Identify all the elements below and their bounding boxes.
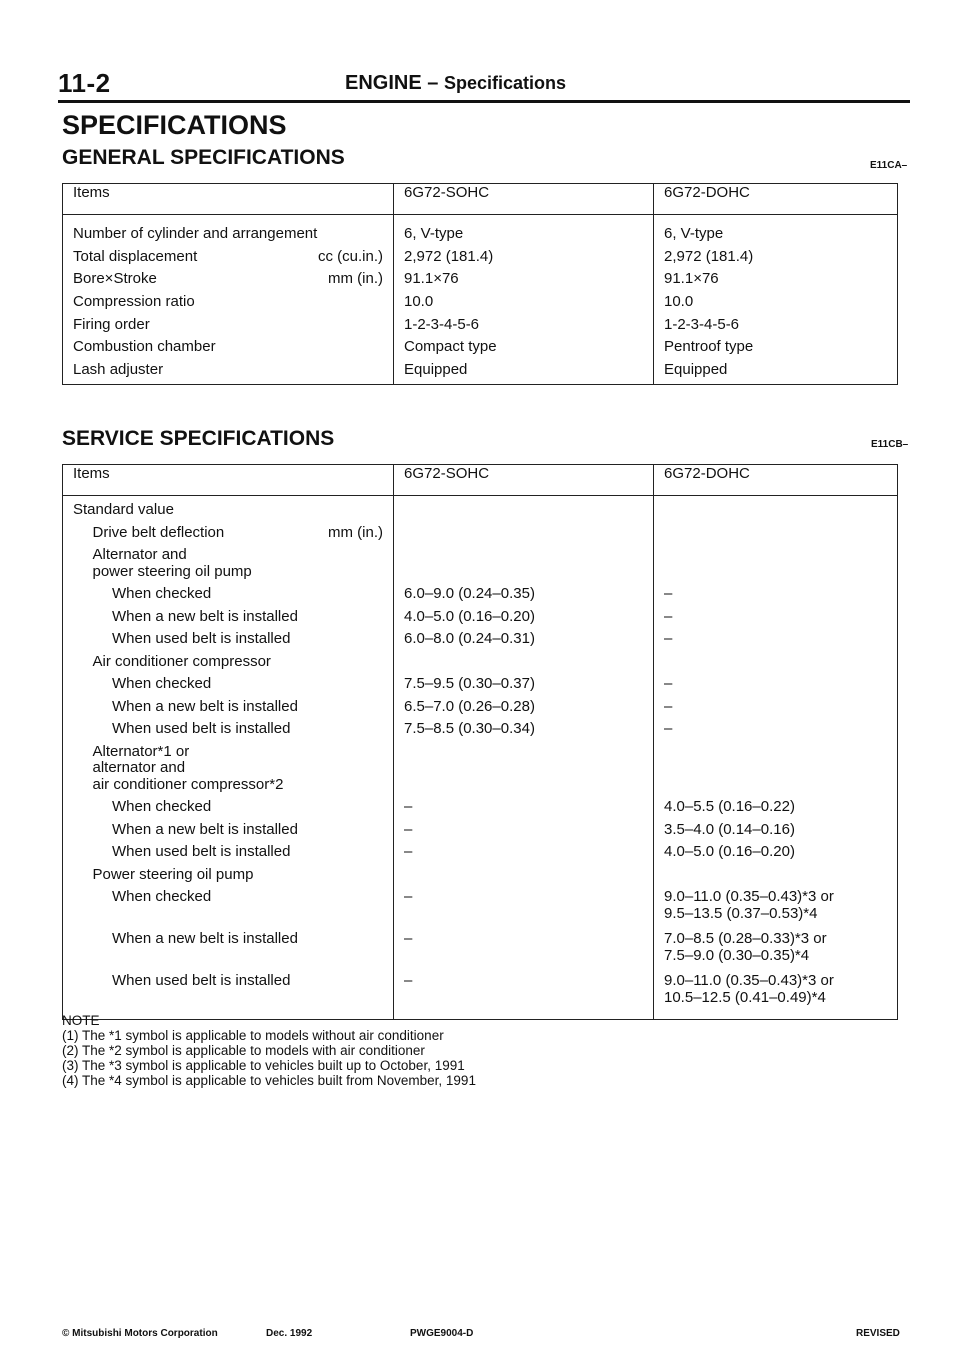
dohc-value-continued: 7.5–9.0 (0.30–0.35)*4 xyxy=(664,946,810,964)
item-label xyxy=(73,844,383,861)
sohc-value: 6.0–8.0 (0.24–0.31) xyxy=(404,631,535,647)
item-label-continued: power steering oil pump xyxy=(92,562,252,580)
sohc-value: 2,972 (181.4) xyxy=(404,247,494,265)
sohc-value: 6.5–7.0 (0.26–0.28) xyxy=(404,698,535,715)
item-text: Lash adjuster xyxy=(73,361,164,379)
items-cell xyxy=(63,496,394,1020)
item-text: Drive belt deflection xyxy=(92,524,225,541)
note-item: (1) The *1 symbol is applicable to models without air conditioner xyxy=(62,1028,444,1043)
dohc-cell xyxy=(654,496,898,1020)
item-text: When a new belt is installed xyxy=(112,698,298,715)
row-block xyxy=(73,609,383,632)
item-label xyxy=(73,609,383,626)
sohc-value xyxy=(404,867,643,884)
row-block xyxy=(664,314,887,337)
row-block xyxy=(404,223,643,246)
row-block xyxy=(73,502,383,525)
item-text: When a new belt is installed xyxy=(112,931,298,947)
table-header-row xyxy=(63,184,898,215)
sohc-value: – xyxy=(404,844,413,860)
items-cell xyxy=(63,215,394,385)
row-block xyxy=(73,844,383,867)
item-text: When used belt is installed xyxy=(112,631,291,647)
item-text: Alternator*1 or xyxy=(92,743,190,760)
footer-status: REVISED xyxy=(856,1328,900,1339)
dohc-value: – xyxy=(664,676,673,692)
sohc-value: 6.0–9.0 (0.24–0.35) xyxy=(404,586,535,602)
row-block xyxy=(664,822,887,845)
item-unit: mm (in.) xyxy=(328,524,383,541)
row-block xyxy=(73,246,383,269)
row-block xyxy=(73,867,383,890)
item-label-continued: air conditioner compressor*2 xyxy=(92,775,284,793)
item-text: Firing order xyxy=(73,315,150,333)
row-block xyxy=(404,359,643,382)
row-block xyxy=(404,547,643,586)
dohc-value: 9.0–11.0 (0.35–0.43)*3 or xyxy=(664,889,834,905)
dohc-value xyxy=(664,654,887,671)
item-text: When checked xyxy=(112,586,212,602)
item-label xyxy=(73,291,383,312)
dohc-value: – xyxy=(664,721,673,737)
item-text: Power steering oil pump xyxy=(92,866,254,883)
row-block xyxy=(73,973,383,1015)
row-block xyxy=(73,822,383,845)
dohc-value: 91.1×76 xyxy=(664,270,719,288)
dohc-value: – xyxy=(664,586,673,602)
item-label xyxy=(73,744,383,761)
item-label xyxy=(73,799,383,816)
footer-doc-code: PWGE9004-D xyxy=(410,1328,474,1339)
item-label xyxy=(73,889,383,906)
row-block xyxy=(664,973,887,1015)
item-label xyxy=(73,314,383,335)
row-block xyxy=(404,502,643,525)
item-text: When a new belt is installed xyxy=(112,821,298,838)
row-block xyxy=(664,547,887,586)
item-label xyxy=(73,631,383,648)
row-block xyxy=(73,931,383,973)
row-block xyxy=(404,822,643,845)
column-header-items: Items xyxy=(63,184,394,215)
item-label xyxy=(73,223,383,244)
row-block xyxy=(404,844,643,867)
row-block xyxy=(73,676,383,699)
item-text: When used belt is installed xyxy=(112,844,291,860)
row-block xyxy=(404,314,643,337)
item-label xyxy=(73,268,383,289)
item-label xyxy=(73,973,383,990)
dohc-value: 2,972 (181.4) xyxy=(664,247,754,265)
dohc-value: 4.0–5.0 (0.16–0.20) xyxy=(664,844,795,860)
row-block xyxy=(664,246,887,269)
item-label xyxy=(73,586,383,603)
sohc-value: 6, V-type xyxy=(404,225,464,242)
service-specifications-table xyxy=(62,464,898,1020)
column-header-sohc: 6G72-SOHC xyxy=(394,184,654,215)
dohc-value: – xyxy=(664,608,673,625)
item-label xyxy=(73,699,383,716)
dohc-value xyxy=(664,867,887,884)
row-block xyxy=(664,525,887,548)
row-block xyxy=(73,744,383,800)
row-block xyxy=(404,268,643,291)
item-label xyxy=(73,502,383,519)
sohc-value: – xyxy=(404,889,413,905)
dohc-value: 3.5–4.0 (0.14–0.16) xyxy=(664,821,795,838)
item-label-continued: alternator and xyxy=(92,759,186,776)
row-block xyxy=(664,721,887,744)
row-block xyxy=(73,223,383,246)
row-block xyxy=(404,867,643,890)
row-block xyxy=(664,609,887,632)
row-block xyxy=(404,799,643,822)
note-block xyxy=(62,1013,476,1088)
sohc-value: 91.1×76 xyxy=(404,270,459,288)
general-specifications-code: E11CA– xyxy=(870,160,908,171)
service-specifications-heading: SERVICE SPECIFICATIONS xyxy=(62,427,335,450)
row-block xyxy=(404,931,643,973)
row-block xyxy=(404,699,643,722)
dohc-value: 6, V-type xyxy=(664,225,724,242)
note-item: (3) The *3 symbol is applicable to vehicles built up to October, 1991 xyxy=(62,1058,465,1073)
row-block xyxy=(664,654,887,677)
item-text: Compression ratio xyxy=(73,293,195,311)
row-block xyxy=(664,223,887,246)
sohc-value: 7.5–8.5 (0.30–0.34) xyxy=(404,721,535,737)
page-number: 11-2 xyxy=(58,68,111,98)
sohc-value xyxy=(404,525,643,542)
note-item: (2) The *2 symbol is applicable to models with air conditioner xyxy=(62,1043,425,1058)
sohc-value xyxy=(404,654,643,671)
dohc-value: – xyxy=(664,631,673,647)
footer-copyright: © Mitsubishi Motors Corporation xyxy=(62,1328,218,1339)
item-unit: mm (in.) xyxy=(328,270,383,288)
page-title: SPECIFICATIONS xyxy=(62,110,287,140)
column-header-dohc: 6G72-DOHC xyxy=(654,465,898,496)
header-rule xyxy=(58,100,910,103)
section-name: ENGINE xyxy=(345,72,422,94)
row-block xyxy=(73,654,383,677)
item-text: Alternator and xyxy=(92,547,187,563)
row-block xyxy=(664,867,887,890)
item-label xyxy=(73,547,383,564)
item-text: When checked xyxy=(112,799,212,815)
dohc-value: 4.0–5.5 (0.16–0.22) xyxy=(664,799,795,815)
row-block xyxy=(404,973,643,1015)
note-title: NOTE xyxy=(62,1013,100,1028)
row-block xyxy=(664,699,887,722)
dohc-value: 1-2-3-4-5-6 xyxy=(664,315,740,333)
dohc-value: Equipped xyxy=(664,361,728,379)
dohc-value: 7.0–8.5 (0.28–0.33)*3 or xyxy=(664,931,827,947)
dohc-value xyxy=(664,777,887,794)
row-block xyxy=(404,525,643,548)
item-text: When checked xyxy=(112,676,212,692)
row-block xyxy=(73,268,383,291)
item-text: Standard value xyxy=(73,502,174,518)
dohc-value: 9.0–11.0 (0.35–0.43)*3 or xyxy=(664,973,834,989)
row-block xyxy=(404,744,643,800)
item-text: Total displacement xyxy=(73,247,198,265)
dohc-value-continued: 9.5–13.5 (0.37–0.53)*4 xyxy=(664,904,818,922)
section-dash: – xyxy=(427,72,439,94)
item-text: Bore×Stroke xyxy=(73,270,157,288)
dohc-value: Pentroof type xyxy=(664,338,754,356)
row-block xyxy=(404,246,643,269)
sohc-value: – xyxy=(404,821,413,838)
row-block xyxy=(404,721,643,744)
item-label xyxy=(73,676,383,693)
row-block xyxy=(404,889,643,931)
footer-date: Dec. 1992 xyxy=(266,1328,313,1339)
item-text: When used belt is installed xyxy=(112,721,291,737)
row-block xyxy=(73,586,383,609)
dohc-value: 10.0 xyxy=(664,293,694,311)
row-block xyxy=(73,291,383,314)
item-label xyxy=(73,721,383,738)
row-block xyxy=(73,889,383,931)
sohc-cell xyxy=(394,496,654,1020)
row-block xyxy=(664,631,887,654)
item-text: Air conditioner compressor xyxy=(92,653,271,670)
item-text: Combustion chamber xyxy=(73,338,216,356)
dohc-value xyxy=(664,564,887,581)
general-specifications-table xyxy=(62,183,898,385)
sohc-value: Equipped xyxy=(404,361,468,379)
item-label xyxy=(73,525,383,542)
item-unit: cc (cu.in.) xyxy=(317,247,383,265)
row-block xyxy=(404,609,643,632)
row-block xyxy=(73,336,383,359)
row-block xyxy=(73,799,383,822)
row-block xyxy=(664,586,887,609)
sohc-value: 7.5–9.5 (0.30–0.37) xyxy=(404,676,535,692)
row-block xyxy=(404,291,643,314)
dohc-value: – xyxy=(664,698,673,715)
item-label xyxy=(73,246,383,267)
column-header-items: Items xyxy=(63,465,394,496)
row-block xyxy=(664,889,887,931)
sohc-value: 4.0–5.0 (0.16–0.20) xyxy=(404,608,535,625)
sohc-value: – xyxy=(404,973,413,989)
row-block xyxy=(73,359,383,382)
row-block xyxy=(664,799,887,822)
item-label xyxy=(73,336,383,357)
general-specifications-heading: GENERAL SPECIFICATIONS xyxy=(62,146,345,169)
section-title xyxy=(345,72,566,95)
row-block xyxy=(73,547,383,586)
row-block xyxy=(73,699,383,722)
row-block xyxy=(73,525,383,548)
row-block xyxy=(404,676,643,699)
row-block xyxy=(664,931,887,973)
sohc-value xyxy=(404,502,643,519)
dohc-value xyxy=(664,525,887,542)
column-header-dohc: 6G72-DOHC xyxy=(654,184,898,215)
row-block xyxy=(404,654,643,677)
column-header-sohc: 6G72-SOHC xyxy=(394,465,654,496)
row-block xyxy=(404,336,643,359)
row-block xyxy=(664,502,887,525)
table-body-row xyxy=(63,215,898,385)
sohc-value: Compact type xyxy=(404,338,497,356)
row-block xyxy=(404,586,643,609)
row-block xyxy=(664,336,887,359)
item-text: Number of cylinder and arrangement xyxy=(73,225,318,242)
row-block xyxy=(664,291,887,314)
item-label xyxy=(73,931,383,948)
row-block xyxy=(73,631,383,654)
item-label xyxy=(73,359,383,380)
item-text: When a new belt is installed xyxy=(112,608,298,625)
item-label xyxy=(73,822,383,839)
row-block xyxy=(664,268,887,291)
service-specifications-code: E11CB– xyxy=(871,439,909,450)
table-header-row xyxy=(63,465,898,496)
sohc-value xyxy=(404,564,643,581)
sohc-value: – xyxy=(404,931,413,947)
row-block xyxy=(664,744,887,800)
row-block xyxy=(73,721,383,744)
dohc-value xyxy=(664,502,887,519)
row-block xyxy=(404,631,643,654)
dohc-value-continued: 10.5–12.5 (0.41–0.49)*4 xyxy=(664,988,826,1006)
row-block xyxy=(664,676,887,699)
item-label xyxy=(73,654,383,671)
sohc-value: – xyxy=(404,799,413,815)
table-body-row xyxy=(63,496,898,1020)
sohc-value: 1-2-3-4-5-6 xyxy=(404,315,480,333)
sohc-value: 10.0 xyxy=(404,293,434,311)
sohc-cell xyxy=(394,215,654,385)
sohc-value xyxy=(404,777,643,794)
item-text: When checked xyxy=(112,889,212,905)
dohc-cell xyxy=(654,215,898,385)
note-item: (4) The *4 symbol is applicable to vehicles built from November, 1991 xyxy=(62,1073,476,1088)
item-text: When used belt is installed xyxy=(112,973,291,989)
row-block xyxy=(73,314,383,337)
item-label xyxy=(73,867,383,884)
row-block xyxy=(664,359,887,382)
row-block xyxy=(664,844,887,867)
subsection-name: Specifications xyxy=(443,73,566,93)
